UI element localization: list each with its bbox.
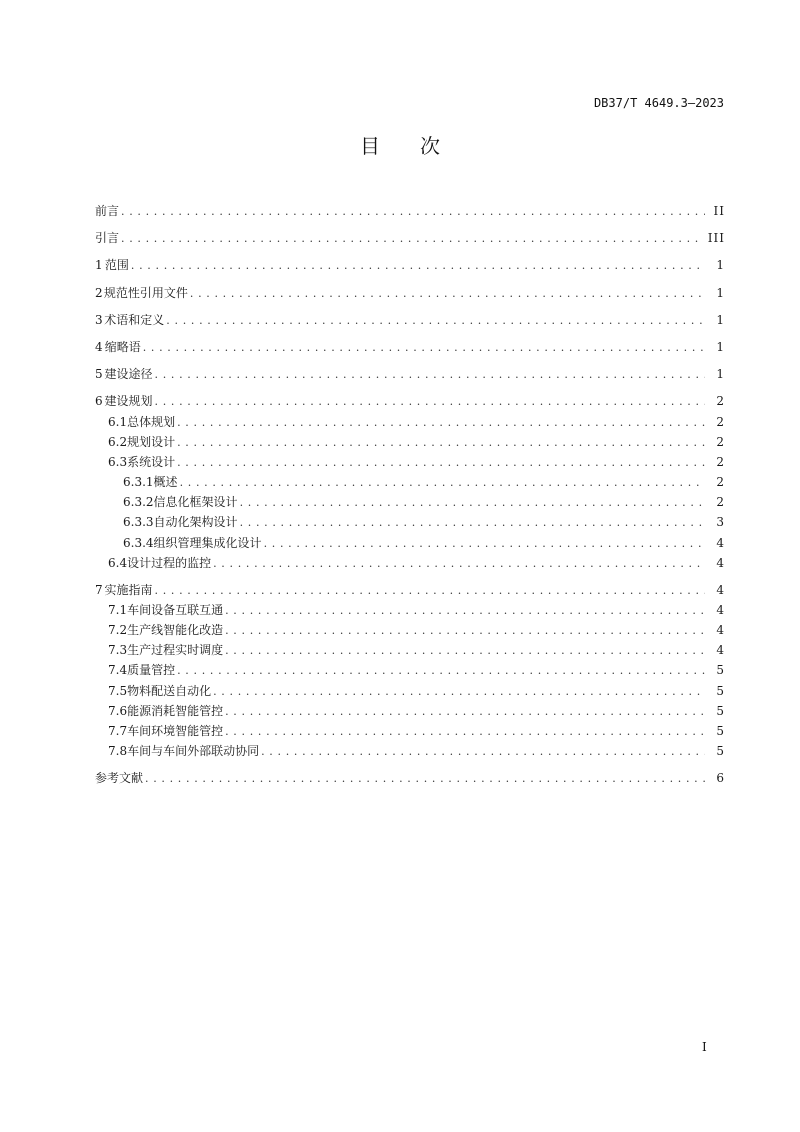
dot-leader: [177, 413, 705, 433]
toc-number: 7.7: [108, 723, 128, 738]
toc-number: 7.2: [108, 622, 128, 637]
toc-number: 6.1: [108, 414, 128, 429]
toc-page: 1: [716, 339, 725, 354]
toc-entry[interactable]: [95, 600, 725, 620]
toc-number: 2: [95, 285, 103, 300]
toc-entry[interactable]: [95, 660, 725, 680]
toc-number: 7.6: [108, 703, 128, 718]
toc-label: 建设途径: [104, 367, 153, 382]
toc-number: 6.3: [108, 454, 128, 469]
toc-number: 7.1: [108, 602, 128, 617]
toc-page: 5: [716, 663, 725, 678]
dot-leader: [155, 392, 706, 412]
dot-leader: [155, 365, 706, 385]
toc-label: 信息化框架设计: [153, 495, 238, 510]
toc-page: 4: [716, 535, 725, 550]
title-char-2: 次: [420, 134, 440, 158]
toc-number: 3: [95, 312, 103, 327]
dot-leader: [225, 702, 705, 722]
toc-label: 自动化架构设计: [153, 515, 238, 530]
toc-label: 能源消耗智能管控: [127, 703, 224, 718]
toc-entry[interactable]: [95, 721, 725, 741]
dot-leader: [177, 661, 705, 681]
toc-page: 5: [716, 703, 725, 718]
toc-label: 缩略语: [104, 339, 141, 354]
toc-entry[interactable]: [95, 533, 725, 553]
toc-page: 2: [716, 475, 725, 490]
toc-page: 5: [716, 683, 725, 698]
table-of-contents: [95, 201, 725, 788]
title-char-1: 目: [360, 134, 380, 158]
dot-leader: [213, 554, 705, 574]
toc-number: 6.3.4: [123, 535, 154, 550]
toc-label: 车间设备互联互通: [127, 602, 224, 617]
toc-entry[interactable]: [95, 255, 725, 282]
toc-number: 7.5: [108, 683, 128, 698]
toc-page: 2: [716, 454, 725, 469]
toc-number: 6.3.3: [123, 515, 154, 530]
toc-page: 4: [716, 555, 725, 570]
toc-page: 5: [716, 723, 725, 738]
toc-label: 生产线智能化改造: [127, 622, 224, 637]
dot-leader: [225, 641, 705, 661]
dot-leader: [166, 311, 705, 331]
toc-number: 6: [95, 394, 103, 409]
toc-number: 7.4: [108, 663, 128, 678]
page-number: I: [702, 1040, 707, 1054]
toc-entry-bibliography[interactable]: [95, 768, 725, 788]
toc-label: 设计过程的监控: [127, 555, 212, 570]
toc-page: 4: [716, 602, 725, 617]
toc-label: 组织管理集成化设计: [153, 535, 262, 550]
toc-entry[interactable]: [95, 580, 725, 600]
toc-entry[interactable]: [95, 364, 725, 391]
toc-entry[interactable]: [95, 701, 725, 721]
toc-page: 4: [716, 622, 725, 637]
toc-label: 系统设计: [127, 454, 176, 469]
toc-page: 1: [716, 258, 725, 273]
toc-entry[interactable]: [95, 492, 725, 512]
toc-entry[interactable]: [95, 512, 725, 532]
dot-leader: [190, 284, 705, 304]
toc-label: 引言: [95, 231, 120, 246]
toc-entry[interactable]: [95, 412, 725, 432]
toc-entry[interactable]: [95, 681, 725, 701]
toc-number: 7.3: [108, 643, 128, 658]
toc-number: 7: [95, 582, 103, 597]
toc-label: 车间环境智能管控: [127, 723, 224, 738]
dot-leader: [155, 581, 706, 601]
toc-number: 6.2: [108, 434, 128, 449]
dot-leader: [121, 229, 704, 249]
toc-page: 4: [716, 582, 725, 597]
toc-label: 规划设计: [127, 434, 176, 449]
toc-entry[interactable]: [95, 337, 725, 364]
toc-label: 术语和定义: [104, 312, 165, 327]
toc-label: 参考文献: [95, 770, 144, 785]
toc-entry[interactable]: [95, 432, 725, 452]
dot-leader: [264, 534, 705, 554]
toc-page: 5: [716, 744, 725, 759]
dot-leader: [240, 513, 705, 533]
dot-leader: [180, 473, 705, 493]
toc-label: 车间与车间外部联动协同: [127, 744, 260, 759]
toc-number: 7.8: [108, 744, 128, 759]
toc-page: 2: [716, 414, 725, 429]
toc-number: 4: [95, 339, 103, 354]
toc-page: 4: [716, 643, 725, 658]
toc-entry[interactable]: [95, 391, 725, 411]
toc-number: 5: [95, 367, 103, 382]
toc-entry[interactable]: [95, 553, 725, 573]
toc-entry[interactable]: [95, 620, 725, 640]
toc-label: 生产过程实时调度: [127, 643, 224, 658]
toc-label: 物料配送自动化: [127, 683, 212, 698]
toc-page: 1: [716, 367, 725, 382]
toc-label: 范围: [104, 258, 129, 273]
toc-label: 概述: [153, 475, 178, 490]
toc-page: 2: [716, 394, 725, 409]
dot-leader: [225, 621, 705, 641]
toc-number: 6.3.2: [123, 495, 154, 510]
toc-label: 实施指南: [104, 582, 153, 597]
toc-page: 2: [716, 495, 725, 510]
toc-number: 6.4: [108, 555, 128, 570]
toc-label: 规范性引用文件: [103, 285, 188, 300]
toc-page: 3: [716, 515, 725, 530]
toc-entry-introduction[interactable]: [95, 228, 725, 255]
page-title: [0, 130, 800, 159]
toc-entry[interactable]: [95, 472, 725, 492]
toc-label: 质量管控: [127, 663, 176, 678]
toc-page: 1: [716, 285, 725, 300]
toc-number: 6.3.1: [123, 475, 154, 490]
dot-leader: [225, 722, 705, 742]
dot-leader: [177, 453, 705, 473]
toc-page: 1: [716, 312, 725, 327]
toc-entry[interactable]: [95, 283, 725, 310]
toc-page: II: [713, 204, 725, 218]
dot-leader: [225, 601, 705, 621]
toc-page: 2: [716, 434, 725, 449]
toc-page: III: [707, 231, 725, 246]
toc-number: 1: [95, 258, 103, 273]
toc-page: 6: [716, 770, 725, 785]
dot-leader: [177, 433, 705, 453]
dot-leader: [240, 493, 705, 513]
toc-entry-foreword[interactable]: [95, 201, 725, 228]
toc-label: 总体规划: [127, 414, 176, 429]
toc-label: 前言: [95, 204, 120, 218]
dot-leader: [213, 682, 705, 702]
toc-entry[interactable]: [95, 640, 725, 660]
dot-leader: [121, 202, 705, 222]
dot-leader: [143, 338, 705, 358]
dot-leader: [145, 769, 705, 789]
toc-entry[interactable]: [95, 310, 725, 337]
toc-entry[interactable]: [95, 452, 725, 472]
document-code: DB37/T 4649.3—2023: [593, 96, 724, 110]
toc-entry[interactable]: [95, 741, 725, 761]
toc-label: 建设规划: [104, 394, 153, 409]
dot-leader: [131, 256, 705, 276]
dot-leader: [261, 742, 705, 762]
